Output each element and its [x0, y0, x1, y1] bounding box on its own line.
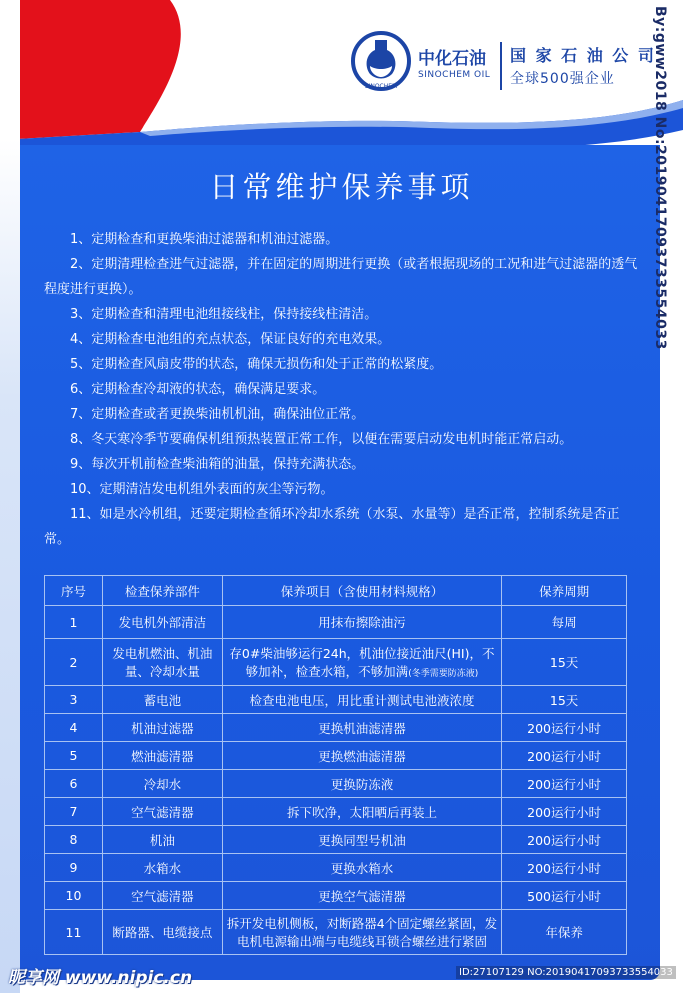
cell-part: 机油过滤器 — [102, 714, 222, 742]
footer-site-logo: 昵享网 www.nipic.cn — [8, 968, 193, 988]
cell-no: 11 — [45, 910, 103, 955]
table-row — [45, 798, 627, 826]
list-item: 8、冬天寒冷季节要确保机组预热装置正常工作，以便在需要启动发电机时能正常启动。 — [70, 432, 573, 447]
table-row — [45, 606, 627, 639]
table-row — [45, 714, 627, 742]
cell-item: 更换空气滤清器 — [222, 882, 501, 910]
list-item: 3、定期检查和清理电池组接线柱，保持接线柱清洁。 — [70, 307, 378, 322]
cell-part: 冷却水 — [102, 770, 222, 798]
company-name-en: SINOCHEM OIL — [418, 70, 491, 80]
cell-part: 空气滤清器 — [102, 798, 222, 826]
cell-no: 4 — [45, 714, 103, 742]
cell-no: 6 — [45, 770, 103, 798]
table-row — [45, 770, 627, 798]
cell-item-note: (冬季需要防冻液) — [408, 669, 479, 679]
footer-image-id: ID:27107129 NO:20190417093733554033 — [456, 966, 676, 979]
cell-part: 蓄电池 — [102, 686, 222, 714]
sinochem-logo — [350, 30, 670, 105]
maintenance-list — [44, 227, 644, 552]
cell-part: 断路器、电缆接点 — [102, 910, 222, 955]
cell-period: 200运行小时 — [502, 854, 627, 882]
watermark-text: By:gww2018 No:20190417093733554033 — [652, 6, 668, 350]
cell-no: 9 — [45, 854, 103, 882]
cell-item: 更换水箱水 — [222, 854, 501, 882]
cell-no: 5 — [45, 742, 103, 770]
cell-item: 拆下吹净，太阳晒后再装上 — [222, 798, 501, 826]
col-header-no: 序号 — [45, 576, 103, 606]
cell-item — [222, 639, 501, 686]
cell-no: 8 — [45, 826, 103, 854]
table-header-row — [45, 576, 627, 606]
cell-part: 发电机燃油、机油量、冷却水量 — [102, 639, 222, 686]
cell-no: 2 — [45, 639, 103, 686]
list-item: 6、定期检查冷却液的状态，确保满足要求。 — [70, 382, 326, 397]
cell-item: 拆开发电机侧板，对断路器4个固定螺丝紧固，发电机电源输出端与电缆线耳锁合螺丝进行紧固 — [222, 910, 501, 955]
col-header-period: 保养周期 — [502, 576, 627, 606]
cell-part: 燃油滤清器 — [102, 742, 222, 770]
logo-tagline-1: 国 家 石 油 公 司 — [510, 46, 656, 65]
logo-ring-text: SINOCHEM — [364, 83, 398, 90]
cell-item: 检查电池电压，用比重计测试电池液浓度 — [222, 686, 501, 714]
cell-no: 7 — [45, 798, 103, 826]
list-item: 1、定期检查和更换柴油过滤器和机油过滤器。 — [70, 232, 339, 247]
list-item: 5、定期检查风扇皮带的状态，确保无损伤和处于正常的松紧度。 — [70, 357, 443, 372]
cell-period: 200运行小时 — [502, 770, 627, 798]
col-header-part: 检查保养部件 — [102, 576, 222, 606]
cell-no: 1 — [45, 606, 103, 639]
logo-tagline-2: 全球500强企业 — [510, 71, 615, 87]
cell-item-text: 存0#柴油够运行24h，机油位接近油尺(HI)，不够加补，检查水箱，不够加满 — [229, 646, 495, 679]
cell-period: 年保养 — [502, 910, 627, 955]
cell-item: 更换同型号机油 — [222, 826, 501, 854]
cell-period: 每周 — [502, 606, 627, 639]
cell-part: 空气滤清器 — [102, 882, 222, 910]
cell-part: 发电机外部清洁 — [102, 606, 222, 639]
maintenance-table — [44, 575, 627, 955]
table-row — [45, 742, 627, 770]
cell-period: 200运行小时 — [502, 714, 627, 742]
cell-item: 用抹布擦除油污 — [222, 606, 501, 639]
table-row — [45, 826, 627, 854]
cell-no: 3 — [45, 686, 103, 714]
cell-period: 500运行小时 — [502, 882, 627, 910]
table-row — [45, 882, 627, 910]
cell-part: 机油 — [102, 826, 222, 854]
list-item: 11、如是水冷机组，还要定期检查循环冷却水系统（水泵、水量等）是否正常，控制系统是否正常。 — [44, 507, 620, 547]
cell-no: 10 — [45, 882, 103, 910]
flask-ring-icon — [350, 30, 412, 92]
table-row — [45, 639, 627, 686]
cell-item: 更换燃油滤清器 — [222, 742, 501, 770]
cell-item: 更换防冻液 — [222, 770, 501, 798]
cell-period: 200运行小时 — [502, 798, 627, 826]
left-edge-stripe — [0, 0, 20, 993]
cell-period: 15天 — [502, 639, 627, 686]
cell-period: 15天 — [502, 686, 627, 714]
col-header-item: 保养项目（含使用材料规格） — [222, 576, 501, 606]
logo-divider — [500, 42, 502, 90]
cell-period: 200运行小时 — [502, 742, 627, 770]
cell-item: 更换机油滤清器 — [222, 714, 501, 742]
list-item: 10、定期清洁发电机组外表面的灰尘等污物。 — [70, 482, 334, 497]
table-row — [45, 854, 627, 882]
list-item: 2、定期清理检查进气过滤器，并在固定的周期进行更换（或者根据现场的工况和进气过滤器的透气程度进行更换）。 — [44, 257, 638, 297]
list-item: 7、定期检查或者更换柴油机机油，确保油位正常。 — [70, 407, 365, 422]
table-row — [45, 686, 627, 714]
cell-part: 水箱水 — [102, 854, 222, 882]
vertical-watermark — [652, 6, 678, 986]
company-name-cn: 中化石油 — [418, 49, 486, 69]
list-item: 4、定期检查电池组的充点状态，保证良好的充电效果。 — [70, 332, 391, 347]
table-row — [45, 910, 627, 955]
cell-period: 200运行小时 — [502, 826, 627, 854]
list-item: 9、每次开机前检查柴油箱的油量，保持充满状态。 — [70, 457, 365, 472]
page-title: 日常维护保养事项 — [209, 170, 474, 204]
